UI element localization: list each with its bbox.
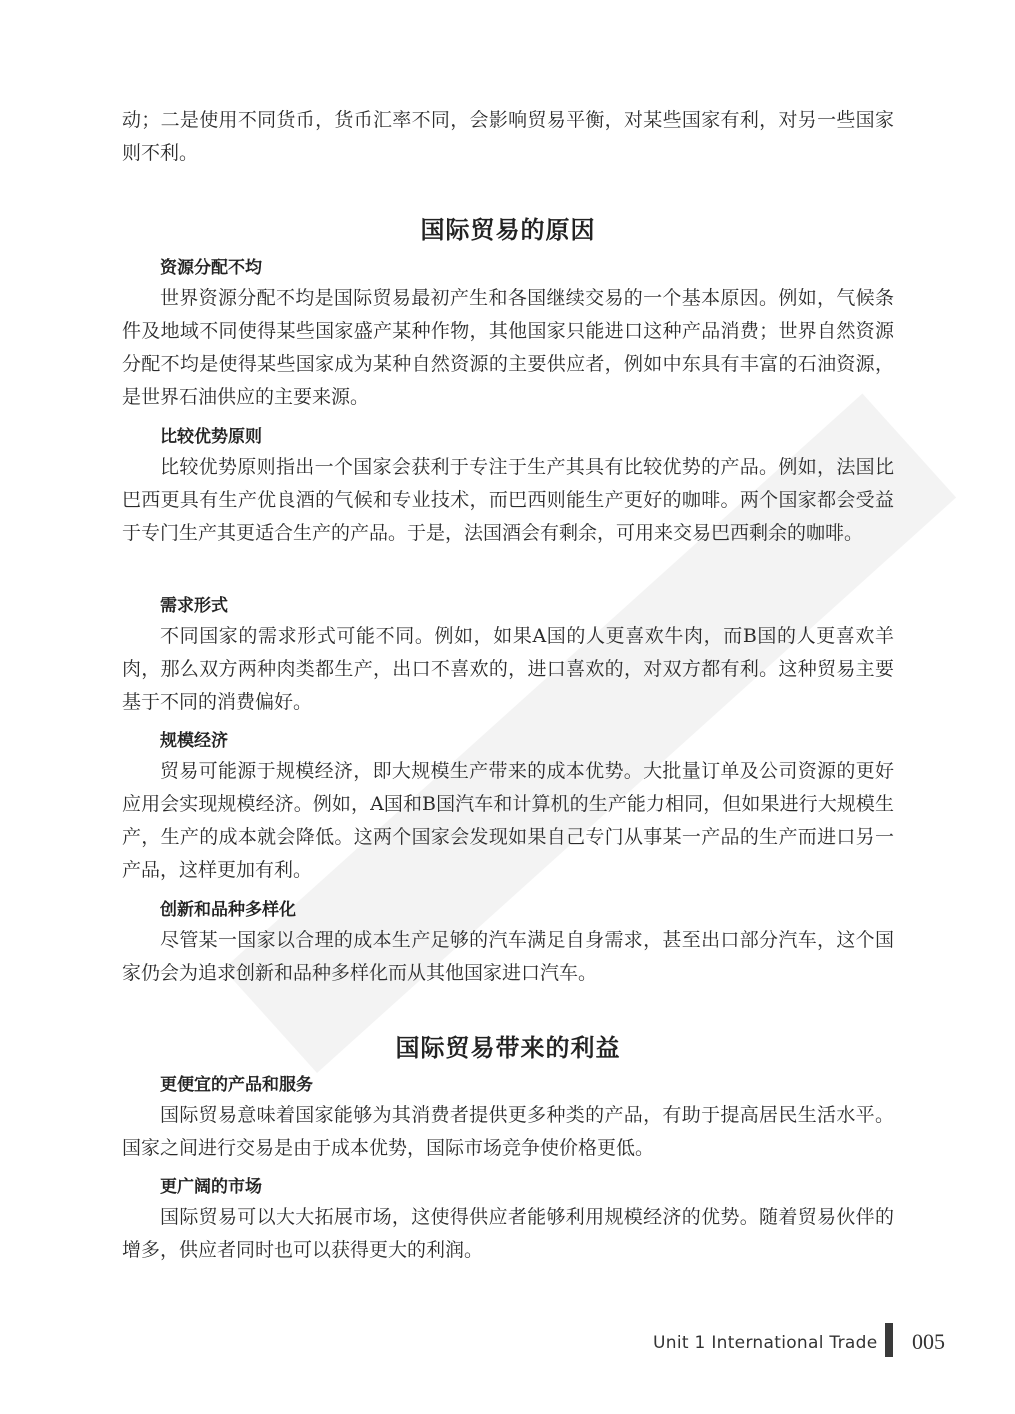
subheading-economies-of-scale: 规模经济 (160, 731, 228, 751)
running-footer-unit: Unit 1 International Trade (653, 1333, 878, 1353)
paragraph-wider-market: 国际贸易可以大大拓展市场，这使得供应者能够利用规模经济的优势。随着贸易伙伴的增多，供应者同时也可以获得更大的利润。 (122, 1206, 894, 1261)
subheading-resource-distribution: 资源分配不均 (160, 258, 262, 278)
intro-paragraph: 动；二是使用不同货币，货币汇率不同，会影响贸易平衡，对某些国家有利，对另一些国家则不利。 (122, 109, 894, 164)
subheading-cheaper-products: 更便宜的产品和服务 (160, 1075, 313, 1095)
paragraph-cheaper-products: 国际贸易意味着国家能够为其消费者提供更多种类的产品，有助于提高居民生活水平。国家之间进行交易是由于成本优势，国际市场竞争使价格更低。 (122, 1104, 894, 1159)
page-number: 005 (912, 1329, 945, 1354)
paragraph-resource-distribution: 世界资源分配不均是国际贸易最初产生和各国继续交易的一个基本原因。例如，气候条件及地域不同使得某些国家盛产某种作物，其他国家只能进口这种产品消费；世界自然资源分配不均是使得某些国家成为某种自然资源的主要供应者，例如中东具有丰富的石油资源，是世界石油供应的主要来源。 (122, 287, 894, 408)
subheading-comparative-advantage: 比较优势原则 (160, 427, 262, 447)
subheading-innovation-variety: 创新和品种多样化 (160, 900, 296, 920)
footer-divider-bar (885, 1323, 893, 1357)
subheading-demand-patterns: 需求形式 (160, 596, 228, 616)
paragraph-innovation-variety: 尽管某一国家以合理的成本生产足够的汽车满足自身需求，甚至出口部分汽车，这个国家仍会为追求创新和品种多样化而从其他国家进口汽车。 (122, 929, 894, 984)
paragraph-demand-patterns: 不同国家的需求形式可能不同。例如，如果A国的人更喜欢牛肉，而B国的人更喜欢羊肉，那么双方两种肉类都生产，出口不喜欢的，进口喜欢的，对双方都有利。这种贸易主要基于不同的消费偏好。 (122, 625, 894, 713)
paragraph-economies-of-scale: 贸易可能源于规模经济，即大规模生产带来的成本优势。大批量订单及公司资源的更好应用会实现规模经济。例如，A国和B国汽车和计算机的生产能力相同，但如果进行大规模生产，生产的成本就会降低。这两个国家会发现如果自己专门从事某一产品的生产而进口另一产品，这样更加有利。 (122, 760, 894, 881)
paragraph-comparative-advantage: 比较优势原则指出一个国家会获利于专注于生产其具有比较优势的产品。例如，法国比巴西更具有生产优良酒的气候和专业技术，而巴西则能生产更好的咖啡。两个国家都会受益于专门生产其更适合生产的产品。于是，法国酒会有剩余，可用来交易巴西剩余的咖啡。 (122, 456, 894, 544)
section-title-reasons: 国际贸易的原因 (420, 215, 596, 244)
subheading-wider-market: 更广阔的市场 (160, 1177, 262, 1197)
section-title-benefits: 国际贸易带来的利益 (395, 1033, 621, 1062)
